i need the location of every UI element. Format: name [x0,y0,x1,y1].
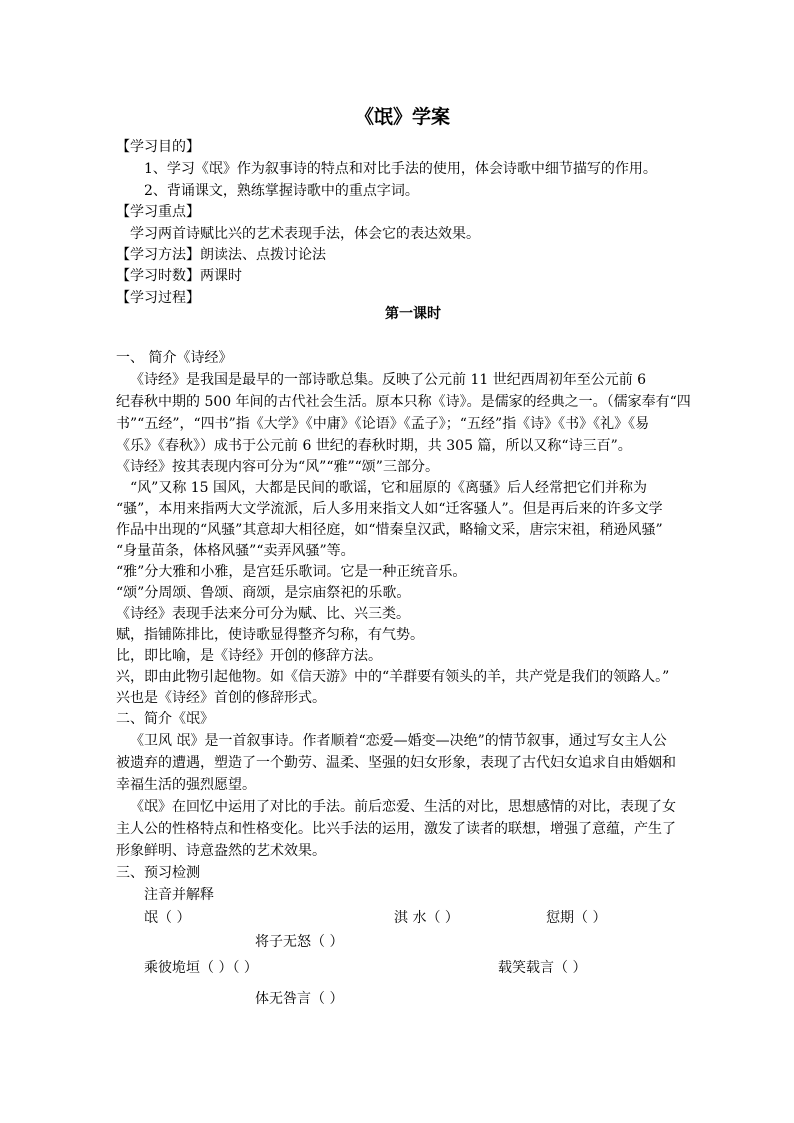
section-1-para-3-line-1: “风”又称 15 国风，大都是民间的歌谣，它和屈原的《离骚》后人经常把它们并称为 [130,480,648,496]
section-1-para-1-line-3: 书”“五经”，“四书”指《大学》《中庸》《论语》《孟子》；“五经”指《诗》《书》《礼》《易 [116,416,650,432]
section-1-para-3-line-4: “身量苗条，体格风骚”“卖弄风骚”等。 [116,543,355,559]
section-1-para-9-line-1: 兴，即由此物引起他物。如《信天游》中的“羊群要有领头的羊，共产党是我们的领路人。” [116,669,670,685]
section-1-para-7: 赋，指铺陈排比，使诗歌显得整齐匀称，有气势。 [116,627,424,643]
section-1-para-4: “雅”分大雅和小雅，是宫廷乐歌词。它是一种正统音乐。 [116,564,467,580]
section-1-para-8: 比，即比喻，是《诗经》开创的修辞方法。 [116,648,382,664]
page-title: 《氓》学案 [355,106,451,128]
focus-heading: 【学习重点】 [116,204,200,220]
section-2-para-1-line-3: 幸福生活的强烈愿望。 [116,777,256,793]
section-1-para-9-line-2: 兴也是《诗经》首创的修辞形式。 [116,690,326,706]
section-1-para-3-line-3: 作品中出现的“风骚”其意却大相径庭，如“惜秦皇汉武，略输文采，唐宗宋祖，稍逊风骚” [116,522,663,538]
section-3-heading: 三、预习检测 [116,865,200,881]
section-1-para-6: 《诗经》表现手法来分可分为赋、比、兴三类。 [116,606,410,622]
section-1-para-5: “颂”分周颂、鲁颂、商颂，是宗庙祭祀的乐歌。 [116,585,411,601]
pinyin-field-jiangzi: 将子无怒（ ） [255,934,344,950]
process-heading: 【学习过程】 [116,290,200,306]
goal-heading: 【学习目的】 [116,139,200,155]
pinyin-field-zaixiao: 载笑载言（ ） [498,960,587,976]
lesson-heading: 第一课时 [385,306,441,322]
section-1-para-3-line-2: “骚”，本用来指两大文学流派，后人多用来指文人如“迁客骚人”。但是再后来的许多文学 [116,501,663,517]
section-1-para-1-line-1: 《诗经》是我国是最早的一部诗歌总集。反映了公元前 11 世纪西周初年至公元前 6 [130,372,647,388]
section-2-para-2-line-2: 主人公的性格特点和性格变化。比兴手法的运用，激发了读者的联想，增强了意蕴，产生了 [116,821,676,837]
section-3-subheading: 注音并解释 [144,887,214,903]
section-1-para-1-line-2: 纪春秋中期的 500 年间的古代社会生活。原本只称《诗》。是儒家的经典之一。（儒家奉有“四 [116,394,691,410]
goal-item-1: 1、学习《氓》作为叙事诗的特点和对比手法的使用，体会诗歌中细节描写的作用。 [144,161,657,177]
section-1-para-2: 《诗经》按其表现内容可分为“风”“雅”“颂”三部分。 [116,459,439,475]
section-1-heading: 一、 简介《诗经》 [116,350,233,366]
section-1-para-1-line-4: 《乐》《春秋》）成书于公元前 6 世纪的春秋时期，共 305 篇，所以又称“诗三百”。 [116,438,632,454]
section-2-para-2-line-3: 形象鲜明、诗意盎然的艺术效果。 [116,843,326,859]
hours-line: 【学习时数】两课时 [116,268,242,284]
pinyin-field-tiwu: 体无咎言（ ） [255,991,344,1007]
goal-item-2: 2、背诵课文，熟练掌握诗歌中的重点字词。 [144,183,419,199]
section-2-para-1-line-1: 《卫风 氓》是一首叙事诗。作者顺着“恋爱—婚变—决绝”的情节叙事，通过写女主人公 [130,733,667,749]
pinyin-field-qishui: 淇 水（ ） [394,910,459,926]
section-2-heading: 二、简介《氓》 [116,711,214,727]
focus-item-1: 学习两首诗赋比兴的艺术表现手法，体会它的表达效果。 [130,226,480,242]
method-line: 【学习方法】朗读法、点拨讨论法 [116,247,326,263]
section-2-para-2-line-1: 《氓》在回忆中运用了对比的手法。前后恋爱、生活的对比，思想感情的对比，表现了女 [130,799,676,815]
pinyin-field-qianqi: 愆期（ ） [546,910,607,926]
pinyin-field-chengbi: 乘彼垝垣（ ）（ ） [144,960,258,976]
section-2-para-1-line-2: 被遗弃的遭遇，塑造了一个勤劳、温柔、坚强的妇女形象，表现了古代妇女追求自由婚姻和 [116,755,676,771]
pinyin-field-meng: 氓（ ） [144,910,191,926]
